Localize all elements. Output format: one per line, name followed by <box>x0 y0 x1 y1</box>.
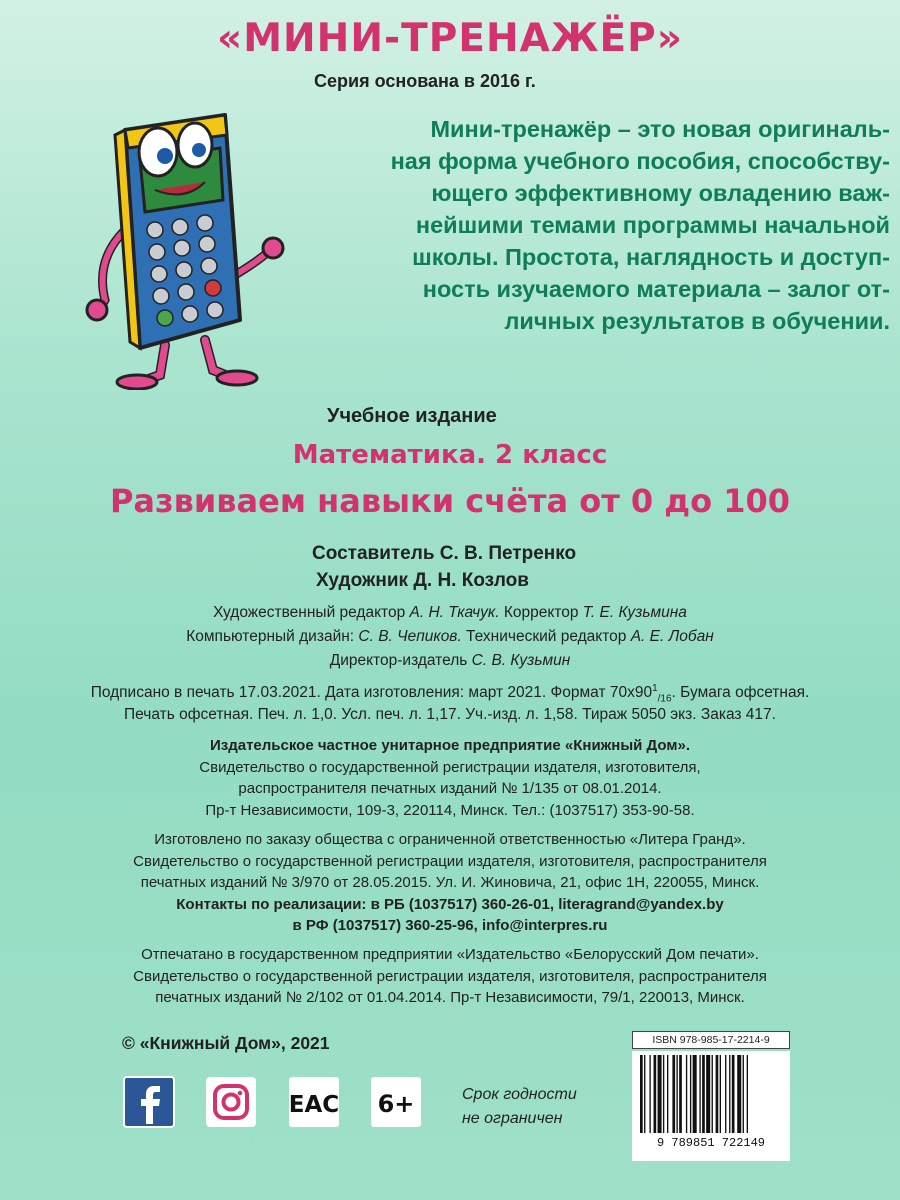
barcode-bar <box>644 1055 645 1133</box>
publisher-block <box>0 735 900 821</box>
shelf-life-line: Срок годности <box>462 1086 577 1103</box>
manufacturer-line: Изготовлено по заказу общества с ограниченной ответственностью «Литера Гранд». <box>154 831 746 848</box>
barcode-bar <box>676 1055 677 1133</box>
publisher-name: Издательское частное унитарное предприятие «Книжный Дом». <box>209 737 690 754</box>
intro-line: нейшими темами программы начальной <box>415 212 890 238</box>
publisher-line: распространителя печатных изданий № 1/135 от 08.01.2014. <box>238 780 662 797</box>
facebook-icon[interactable] <box>123 1076 175 1128</box>
copyright: © «Книжный Дом», 2021 <box>122 1033 330 1053</box>
book-subject: Математика. 2 класс <box>292 440 608 470</box>
age-rating-icon <box>370 1076 422 1128</box>
calculator-mascot-illustration <box>55 90 300 390</box>
staff-name: С. В. Чепиков. <box>358 628 462 645</box>
barcode-bar <box>729 1055 730 1133</box>
intro-line: Мини-тренажёр – это новая оригиналь- <box>430 116 890 142</box>
eac-mark-icon <box>288 1076 340 1128</box>
format-superscript: 1 <box>652 683 658 694</box>
publisher-line: Пр-т Независимости, 109-3, 220114, Минск. Тел.: (1037517) 353-90-58. <box>205 801 695 819</box>
staff-role: Технический редактор <box>461 628 631 645</box>
barcode-bar <box>716 1055 719 1133</box>
printing-line-2: Печать офсетная. Печ. л. 1,0. Усл. печ. л. 1,17. Уч.-изд. л. 1,58. Тираж 5050 экз. Заказ 417. <box>124 706 776 723</box>
printing-text: Подписано в печать 17.03.2021. Дата изготовления: март 2021. Формат 70х90 <box>90 684 653 702</box>
barcode-bar <box>699 1055 700 1133</box>
intro-line: ющего эффективному овладению важ- <box>431 180 890 206</box>
intro-paragraph <box>290 113 890 337</box>
publisher-line: Свидетельство о государственной регистрации издателя, изготовителя, <box>199 758 701 776</box>
intro-line: личных результатов в обучении. <box>504 308 890 334</box>
printer-block <box>0 944 900 1009</box>
book-title: Развиваем навыки счёта от 0 до 100 <box>109 482 791 520</box>
artist-credit: Художник Д. Н. Козлов <box>316 570 529 591</box>
barcode-bar <box>732 1055 735 1133</box>
staff-role: Директор-издатель <box>329 652 472 669</box>
staff-name: А. Н. Ткачук. <box>409 604 500 621</box>
staff-line-3 <box>0 652 900 670</box>
staff-role: Корректор <box>499 604 583 621</box>
barcode-bar <box>667 1055 668 1133</box>
edition-type: Учебное издание <box>327 405 497 427</box>
manufacturer-line: Свидетельство о государственной регистрации издателя, изготовителя, распространителя <box>133 852 767 870</box>
barcode-bar <box>747 1055 748 1133</box>
barcode-bar <box>640 1055 643 1133</box>
barcode-bar <box>663 1055 664 1133</box>
staff-name: С. В. Кузьмин <box>471 652 571 669</box>
barcode-bar <box>725 1055 726 1133</box>
barcode-bar <box>706 1055 710 1133</box>
sales-contacts: Контакты по реализации: в РБ (1037517) 360-26-01, literagrand@yandex.by <box>176 895 724 913</box>
barcode-bar <box>702 1055 705 1133</box>
printing-line-1 <box>0 683 900 704</box>
staff-name: Т. Е. Кузьмина <box>582 604 687 621</box>
barcode-bar <box>693 1055 697 1133</box>
barcode-bar <box>658 1055 662 1133</box>
intro-line: школы. Простота, наглядность и доступ- <box>412 244 890 270</box>
barcode-bar <box>743 1055 744 1133</box>
barcode-bar <box>712 1055 713 1133</box>
printer-line: Отпечатано в государственном предприятии «Издательство «Белорусский Дом печати». <box>141 946 759 963</box>
printing-text: . Бумага офсетная. <box>671 684 810 702</box>
barcode-digits: 9 789851 722149 <box>656 1136 766 1150</box>
format-subscript: /16 <box>657 693 672 705</box>
barcode-bar <box>649 1055 650 1133</box>
shelf-life-note <box>462 1083 602 1131</box>
barcode-bar <box>720 1055 721 1133</box>
staff-name: А. Е. Лобан <box>630 628 714 645</box>
printer-line: печатных изданий № 2/102 от 01.04.2014. Пр-т Независимости, 79/1, 220013, Минск. <box>155 989 745 1006</box>
manufacturer-block <box>0 829 900 937</box>
shelf-life-line: не ограничен <box>462 1110 563 1127</box>
barcode-bar <box>690 1055 691 1133</box>
staff-line-2 <box>0 628 900 646</box>
svg-text:EAC: EAC <box>288 1092 340 1118</box>
svg-text:6+: 6+ <box>377 1090 415 1118</box>
staff-role: Компьютерный дизайн: <box>186 628 359 645</box>
manufacturer-line: печатных изданий № 3/970 от 28.05.2015. Ул. И. Жиновича, 21, офис 1Н, 220055, Минск. <box>140 874 760 891</box>
series-founded-note: Серия основана в 2016 г. <box>314 71 536 91</box>
barcode-bar <box>737 1055 741 1133</box>
barcode-bar <box>654 1055 657 1133</box>
staff-line-1 <box>0 604 900 622</box>
series-title: «МИНИ-ТРЕНАЖЁР» <box>217 16 683 61</box>
isbn-label: ISBN 978-985-17-2214-9 <box>632 1031 790 1049</box>
compiler-credit: Составитель С. В. Петренко <box>312 543 577 564</box>
instagram-icon[interactable] <box>205 1076 257 1128</box>
barcode-bar <box>672 1055 675 1133</box>
barcode-bar <box>686 1055 687 1133</box>
intro-line: ная форма учебного пособия, способству- <box>390 148 890 174</box>
barcode-bar <box>679 1055 682 1133</box>
intro-line: ность изучаемого материала – залог от- <box>422 276 890 302</box>
sales-contacts-rf: в РФ (1037517) 360-25-96, info@interpres.ru <box>292 917 608 934</box>
printer-line: Свидетельство о государственной регистрации издателя, изготовителя, распространителя <box>133 967 767 985</box>
staff-role: Художественный редактор <box>213 604 410 621</box>
